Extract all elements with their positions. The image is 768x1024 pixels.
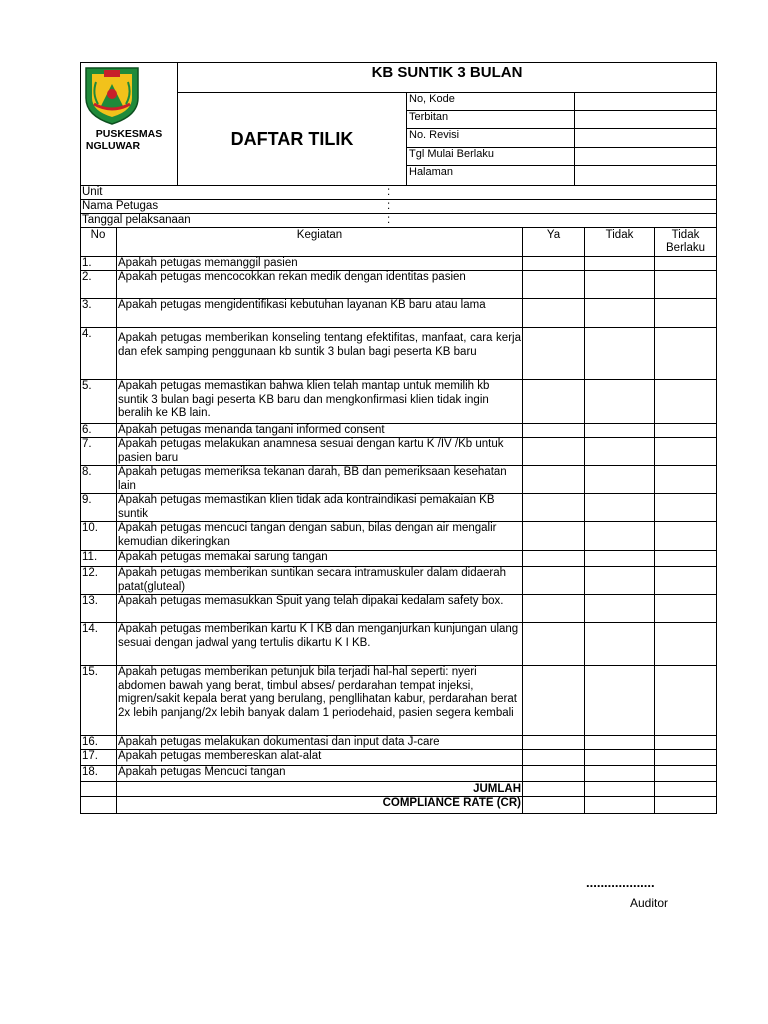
row-number: 15. (82, 666, 98, 678)
row-activity-text: Apakah petugas melakukan dokumentasi dan input data J-care (118, 736, 440, 748)
column-header-no-answer: Tidak (605, 229, 634, 241)
row-activity-text: Apakah petugas memberikan kartu K I KB dan menganjurkan kunjungan ulang sesuai dengan jadwal yang tertulis dikartu K I KB. (118, 623, 519, 649)
meta-label-page: Halaman (409, 166, 454, 178)
institution-location: NGLUWAR (85, 140, 141, 152)
row-number: 7. (82, 438, 92, 450)
row-divider (80, 813, 717, 814)
row-number: 10. (82, 522, 98, 534)
row-activity-text: Apakah petugas mencuci tangan dengan sabun, bilas dengan air mengalir kemudian dikeringkan (118, 522, 497, 548)
row-activity-text: Apakah petugas memberikan suntikan secara intramuskuler dalam didaerah patat(gluteal) (118, 567, 507, 593)
row-activity-text: Apakah petugas memeriksa tekanan darah, BB dan pemeriksaan kesehatan lain (118, 466, 507, 492)
meta-label-code: No, Kode (409, 93, 455, 105)
row-activity-text: Apakah petugas memberikan konseling tentang efektifitas, manfaat, cara kerja dan efek samping penggunaan kb suntik 3 bulan bagi peserta KB baru (118, 332, 521, 358)
row-number: 5. (82, 380, 92, 392)
row-activity-text: Apakah petugas mencocokkan rekan medik dengan identitas pasien (118, 271, 466, 283)
row-activity-text: Apakah petugas melakukan anamnesa sesuai dengan kartu K /IV /Kb untuk pasien baru (118, 438, 504, 464)
row-number: 17. (82, 750, 98, 762)
row-divider (80, 327, 717, 328)
institution-name: PUSKESMAS (95, 128, 163, 140)
row-number: 13. (82, 595, 98, 607)
row-number: 9. (82, 494, 92, 506)
column-header-not-applicable: Tidak (671, 229, 700, 241)
row-activity-text: Apakah petugas memanggil pasien (118, 257, 298, 269)
row-number: 16. (82, 736, 98, 748)
row-activity-text: Apakah petugas memberikan petunjuk bila terjadi hal-hal seperti: nyeri abdomen bawah yang berat, timbul abses/ perdarahan tempat injeksi, migren/sakit kepala berat yang berulang, pengllihatan kabur, perdarahan berat 2x lebih panjang/2x lebih banyak dalam 1 periodehaid, pasien segera kembali (118, 666, 517, 719)
meta-label-effective-date: Tgl Mulai Berlaku (409, 148, 494, 160)
meta-label-revision: No. Revisi (409, 129, 460, 141)
meta-label-edition: Terbitan (409, 111, 449, 123)
row-number: 11. (82, 551, 98, 563)
signature-line: ................... (586, 875, 655, 890)
column-header-no: No (90, 229, 106, 241)
row-number: 18. (82, 766, 98, 778)
puskesmas-logo (80, 64, 144, 126)
row-number: 14. (82, 623, 98, 635)
row-activity-text: Apakah petugas mengidentifikasi kebutuhan layanan KB baru atau lama (118, 299, 486, 311)
field-label-date: Tanggal pelaksanaan (82, 214, 191, 226)
row-number: 12. (82, 567, 98, 579)
auditor-label: Auditor (630, 896, 669, 910)
row-activity-text: Apakah petugas membereskan alat-alat (118, 750, 322, 762)
row-number: 1. (82, 257, 92, 269)
total-label: JUMLAH (473, 783, 521, 795)
field-label-officer: Nama Petugas (82, 200, 159, 212)
row-activity-text: Apakah petugas Mencuci tangan (118, 766, 286, 778)
row-number: 2. (82, 271, 92, 283)
document-title: KB SUNTIK 3 BULAN (371, 64, 523, 81)
row-activity-text: Apakah petugas menanda tangani informed consent (118, 424, 385, 436)
column-header-yes: Ya (546, 229, 561, 241)
row-divider (80, 781, 717, 782)
field-label-unit: Unit (82, 186, 103, 198)
row-activity-text: Apakah petugas memakai sarung tangan (118, 551, 328, 563)
row-number: 4. (82, 328, 92, 340)
column-header-activity: Kegiatan (296, 229, 343, 241)
field-separator: : (387, 186, 391, 198)
row-activity-text: Apakah petugas memastikan bahwa klien telah mantap untuk memilih kb suntik 3 bulan bagi peserta KB baru dan mengkonfirmasi klien tidak ingin beralih ke KB lain. (118, 380, 490, 420)
row-number: 8. (82, 466, 92, 478)
column-header-not-applicable-2: Berlaku (666, 242, 705, 254)
row-activity-text: Apakah petugas memastikan klien tidak ada kontraindikasi pemakaian KB suntik (118, 494, 495, 520)
field-separator: : (387, 200, 391, 212)
checklist-title: DAFTAR TILIK (230, 129, 354, 149)
row-number: 6. (82, 424, 92, 436)
row-activity-text: Apakah petugas memasukkan Spuit yang telah dipakai kedalam safety box. (118, 595, 504, 607)
compliance-rate-label: COMPLIANCE RATE (CR) (382, 797, 521, 809)
row-number: 3. (82, 299, 92, 311)
field-separator: : (387, 214, 391, 226)
